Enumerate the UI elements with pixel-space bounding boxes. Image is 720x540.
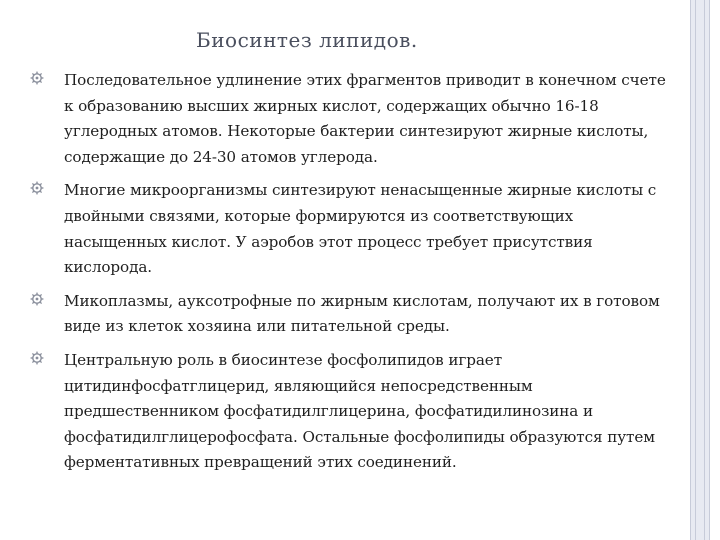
gear-bullet-icon	[30, 71, 44, 85]
gear-bullet-icon	[30, 292, 44, 306]
list-item	[30, 289, 670, 340]
list-item-text: Многие микроорганизмы синтезируют ненасыщенные жирные кислоты с двойными связями, которые формируются из соответствующих насыщенных кислот. У аэробов этот процесс требует присутствия кислорода.	[64, 181, 657, 277]
list-item	[30, 178, 670, 280]
decorative-edge-bar	[690, 0, 710, 540]
bullet-list	[30, 68, 670, 484]
list-item-text: Центральную роль в биосинтезе фосфолипидов играет цитидинфосфатглицерид, являющийся непосредственным предшественником фосфатидилглицерина, фосфатидилинозина и фосфатидилглицерофосфата. Остальные фосфолипиды образуются путем ферментативных превращений этих соединений.	[64, 350, 655, 472]
slide-title: Биосинтез липидов.	[196, 28, 418, 52]
list-item-text: Микоплазмы, ауксотрофные по жирным кислотам, получают их в готовом виде из клеток хозяина или питательной среды.	[64, 291, 660, 336]
list-item-text: Последовательное удлинение этих фрагментов приводит в конечном счете к образованию высших жирных кислот, содержащих обычно 16-18 углеродных атомов. Некоторые бактерии синтезируют жирные кислоты, содержащие до 24-30 атомов углерода.	[64, 71, 666, 166]
list-item	[30, 68, 670, 170]
gear-bullet-icon	[30, 351, 44, 365]
list-item	[30, 348, 670, 476]
gear-bullet-icon	[30, 181, 44, 195]
